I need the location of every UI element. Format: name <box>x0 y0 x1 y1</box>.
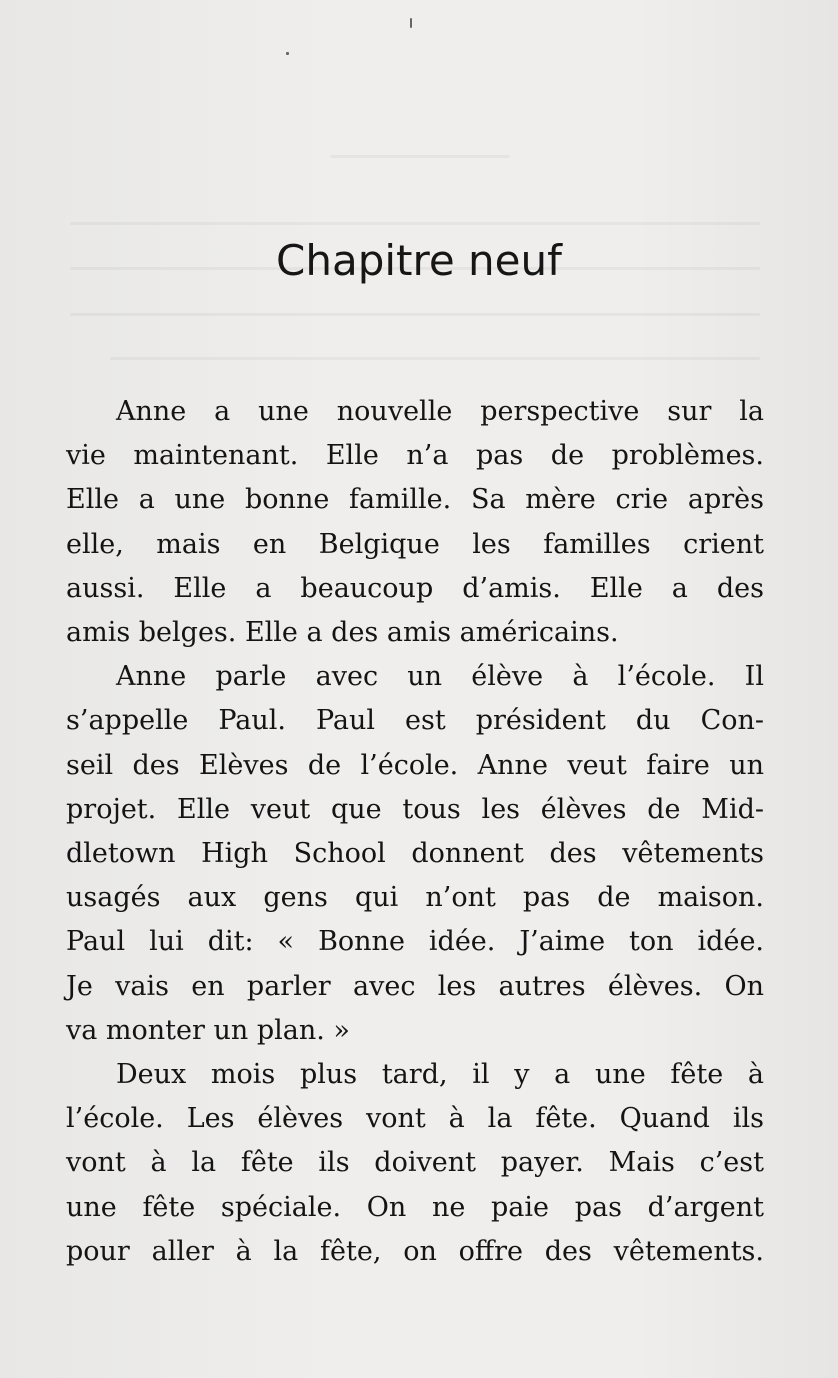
text-line: seil des Elèves de l’école. Anne veut faire un <box>66 749 764 781</box>
text-line: une fête spéciale. On ne paie pas d’argent <box>66 1191 764 1223</box>
text-line: vont à la fête ils doivent payer. Mais c’est <box>66 1147 764 1179</box>
text-line: l’école. Les élèves vont à la fête. Quand ils <box>66 1103 764 1135</box>
chapter-title: Chapitre neuf <box>276 236 562 285</box>
paragraph-3 <box>66 1053 764 1274</box>
text-line: elle, mais en Belgique les familles crient <box>66 528 764 560</box>
text-line: amis belges. Elle a des amis américains. <box>66 617 619 649</box>
text-line: Je vais en parler avec les autres élèves. On <box>66 970 764 1002</box>
chapter-body <box>66 390 764 1274</box>
text-line: Deux mois plus tard, il y a une fête à <box>116 1059 764 1091</box>
text-line: vie maintenant. Elle n’a pas de problèmes. <box>66 440 764 472</box>
text-line: projet. Elle veut que tous les élèves de Mid- <box>66 793 764 825</box>
text-line: Anne a une nouvelle perspective sur la <box>116 396 764 427</box>
text-line: s’appelle Paul. Paul est président du Con- <box>66 705 764 737</box>
paragraph-1 <box>66 390 764 655</box>
bleed-through-line <box>110 357 760 360</box>
bleed-through-line <box>70 222 760 225</box>
paragraph-2 <box>66 655 764 1053</box>
text-line: aussi. Elle a beaucoup d’amis. Elle a des <box>66 572 764 604</box>
bleed-through-line <box>330 155 510 158</box>
text-line: pour aller à la fête, on offre des vêtements. <box>66 1235 764 1267</box>
paper-speck <box>410 18 412 28</box>
text-line: Elle a une bonne famille. Sa mère crie après <box>66 484 764 516</box>
paper-speck <box>286 52 289 55</box>
text-line: Anne parle avec un élève à l’école. Il <box>116 661 764 693</box>
text-line: usagés aux gens qui n’ont pas de maison. <box>66 882 764 914</box>
text-line: Paul lui dit: « Bonne idée. J’aime ton idée. <box>66 926 764 958</box>
text-line: va monter un plan. » <box>66 1014 350 1046</box>
bleed-through-line <box>70 313 760 316</box>
text-line: dletown High School donnent des vêtements <box>66 838 764 870</box>
